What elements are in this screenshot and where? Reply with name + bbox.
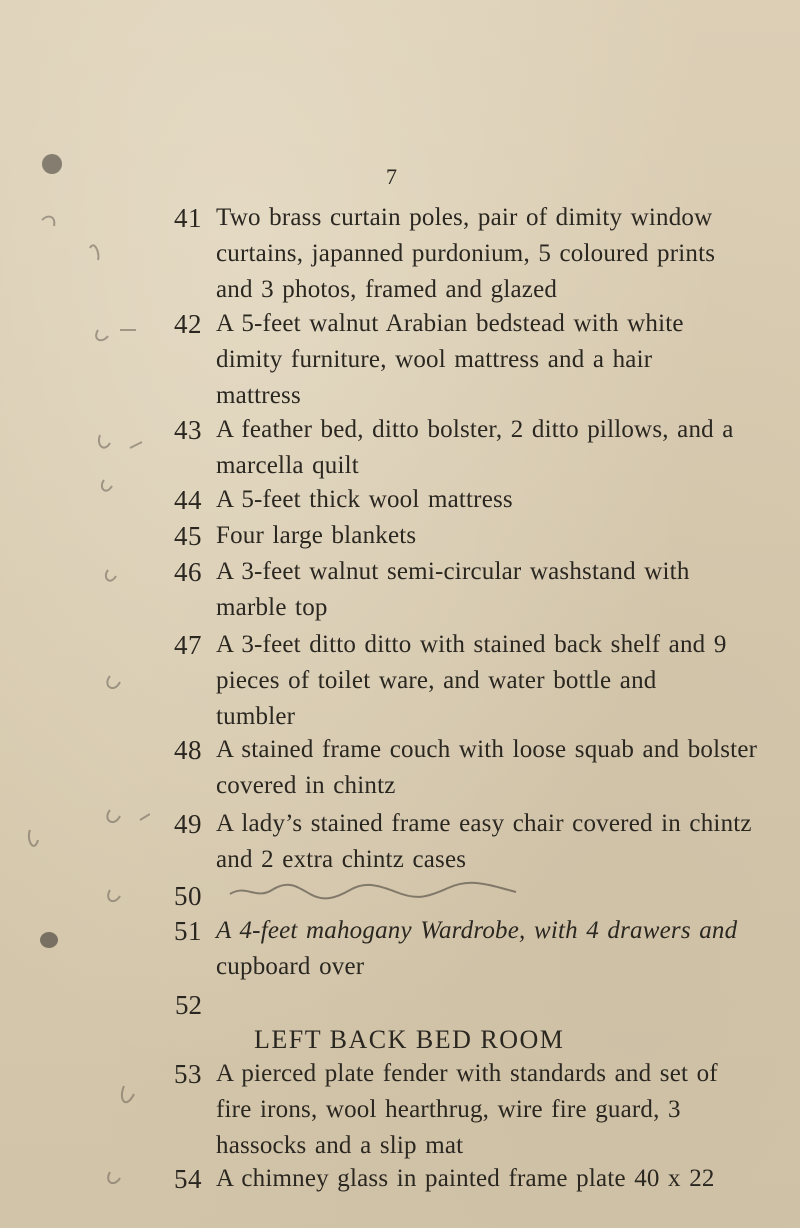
lot-number: 50 <box>174 881 202 911</box>
lot-line: A 4-feet mahogany Wardrobe, with 4 drawers and <box>216 917 738 944</box>
crossed-out-line-mark <box>226 880 546 902</box>
lot-description <box>216 806 780 878</box>
lot-line: A pierced plate fender with standards and set of <box>216 1060 718 1087</box>
lot-description <box>216 518 780 554</box>
lot-line: dimity furniture, wool mattress and a hair <box>216 346 653 373</box>
lot-line: A 5-feet thick wool mattress <box>216 486 513 513</box>
lot-line: and 2 extra chintz cases <box>216 846 467 873</box>
lot-number: 46 <box>174 557 202 587</box>
lot-number: 51 <box>174 916 202 946</box>
lot-line: marcella quilt <box>216 452 359 479</box>
lot-description <box>216 412 780 484</box>
lot-description <box>216 306 780 414</box>
lot-description <box>216 200 780 308</box>
lot-description <box>216 554 780 626</box>
lot-line: marble top <box>216 594 328 621</box>
lot-line: pieces of toilet ware, and water bottle and <box>216 667 657 694</box>
lot-line: covered in chintz <box>216 772 396 799</box>
lot-number: 47 <box>174 630 202 660</box>
lot-description <box>216 732 780 804</box>
lot-line: A stained frame couch with loose squab and bolster <box>216 736 758 763</box>
lot-number: 45 <box>174 521 202 551</box>
lot-line: hassocks and a slip mat <box>216 1132 464 1159</box>
lot-line: cupboard over <box>216 953 365 980</box>
lot-description <box>216 1056 780 1164</box>
lot-line: Four large blankets <box>216 522 417 549</box>
lot-description <box>216 627 780 735</box>
lot-number: 49 <box>174 809 202 839</box>
lot-line: A 3-feet ditto ditto with stained back shelf and 9 <box>216 631 727 658</box>
lot-number: 53 <box>174 1059 202 1089</box>
lot-number: 42 <box>174 309 202 339</box>
lot-line: A feather bed, ditto bolster, 2 ditto pillows, and a <box>216 416 734 443</box>
ink-blot-mark <box>42 154 62 174</box>
pencil-tick-marks <box>20 190 150 1190</box>
lot-number: 44 <box>174 485 202 515</box>
lot-description <box>216 913 780 985</box>
lot-line: and 3 photos, framed and glazed <box>216 276 558 303</box>
lot-line: fire irons, wool hearthrug, wire fire guard, 3 <box>216 1096 681 1123</box>
lot-number: 41 <box>174 203 202 233</box>
lot-number: 54 <box>174 1164 202 1194</box>
lot-description <box>216 1161 780 1197</box>
lot-line: A lady’s stained frame easy chair covered in chintz <box>216 810 752 837</box>
lot-line: mattress <box>216 382 301 409</box>
lot-line: Two brass curtain poles, pair of dimity window <box>216 204 713 231</box>
lot-line: A 3-feet walnut semi-circular washstand with <box>216 558 690 585</box>
page-number: 7 <box>386 164 397 189</box>
lot-line: curtains, japanned purdonium, 5 coloured prints <box>216 240 716 267</box>
lot-description <box>216 482 780 518</box>
section-heading: LEFT BACK BED ROOM <box>254 1025 565 1054</box>
lot-number: 48 <box>174 735 202 765</box>
lot-line: A chimney glass in painted frame plate 40 x 22 <box>216 1165 715 1192</box>
lot-number: 52 <box>175 990 202 1020</box>
lot-line: A 5-feet walnut Arabian bedstead with white <box>216 310 684 337</box>
lot-number: 43 <box>174 415 202 445</box>
lot-line: tumbler <box>216 703 296 730</box>
